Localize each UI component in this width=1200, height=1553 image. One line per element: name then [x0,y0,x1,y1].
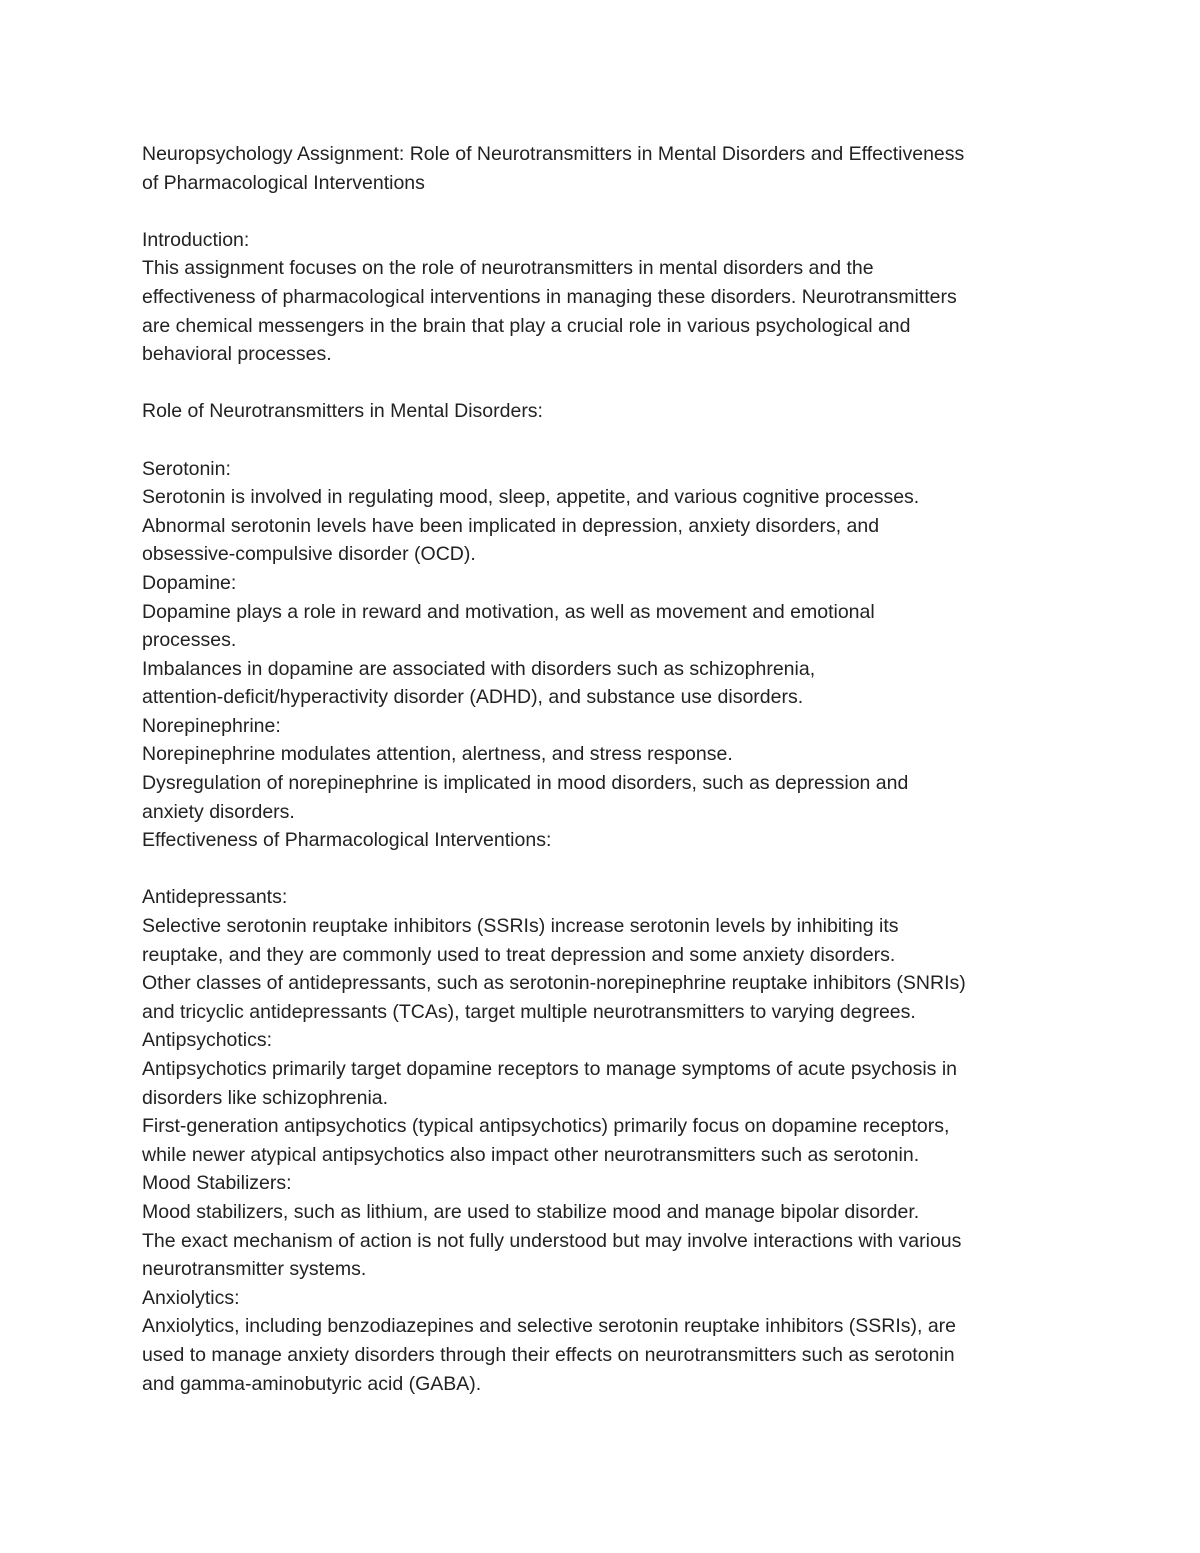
section-introduction [142,226,1062,369]
section-heading: Role of Neurotransmitters in Mental Disorders: [142,400,543,423]
section-heading: Effectiveness of Pharmacological Interventions: [142,829,552,852]
subsection-heading: Serotonin: [142,457,231,480]
paragraph-line: Anxiolytics, including benzodiazepines and selective serotonin reuptake inhibitors (SSRIs), are [142,1315,957,1338]
paragraph-line: Antipsychotics primarily target dopamine receptors to manage symptoms of acute psychosis in [142,1058,958,1080]
paragraph-line: used to manage anxiety disorders through their effects on neurotransmitters such as serotonin [142,1343,955,1366]
title-line: Neuropsychology Assignment: Role of Neurotransmitters in Mental Disorders and Effectiveness [142,143,965,165]
paragraph-line: First-generation antipsychotics (typical antipsychotics) primarily focus on dopamine receptors, [142,1115,950,1138]
section-anxiolytics [142,1284,1062,1398]
subsection-heading: Anxiolytics: [142,1286,240,1309]
paragraph-line: disorders like schizophrenia. [142,1086,389,1109]
paragraph-line: Dopamine plays a role in reward and motivation, as well as movement and emotional [142,600,875,623]
subsection-heading: Antidepressants: [142,886,288,909]
paragraph-line: Selective serotonin reuptake inhibitors (SSRIs) increase serotonin levels by inhibiting its [142,915,899,938]
document-page [142,140,1062,1398]
blank-line [142,197,1062,226]
section-heading: Introduction: [142,228,250,251]
section-serotonin [142,455,1062,569]
title-line: of Pharmacological Interventions [142,171,425,194]
blank-line [142,855,1062,884]
blank-line [142,426,1062,455]
paragraph-line: reuptake, and they are commonly used to treat depression and some anxiety disorders. [142,943,896,966]
paragraph-line: and gamma-aminobutyric acid (GABA). [142,1372,482,1395]
section-norepinephrine [142,712,1062,826]
paragraph-line: effectiveness of pharmacological interventions in managing these disorders. Neurotransmitters [142,285,957,308]
section-dopamine [142,569,1062,712]
paragraph-line: Serotonin is involved in regulating mood, sleep, appetite, and various cognitive processes. [142,486,920,509]
subsection-heading: Antipsychotics: [142,1029,273,1052]
paragraph-line: obsessive-compulsive disorder (OCD). [142,543,476,566]
paragraph-line: Norepinephrine modulates attention, alertness, and stress response. [142,743,733,766]
blank-line [142,369,1062,398]
paragraph-line: processes. [142,629,237,652]
subsection-heading: Mood Stabilizers: [142,1172,292,1195]
paragraph-line: and tricyclic antidepressants (TCAs), target multiple neurotransmitters to varying degrees. [142,1000,916,1023]
paragraph-line: behavioral processes. [142,343,332,366]
paragraph-line: Other classes of antidepressants, such as serotonin-norepinephrine reuptake inhibitors (SNRIs) [142,972,966,995]
section-mood-stabilizers [142,1169,1062,1283]
paragraph-line: Abnormal serotonin levels have been implicated in depression, anxiety disorders, and [142,514,880,537]
paragraph-line: Dysregulation of norepinephrine is implicated in mood disorders, such as depression and [142,772,909,795]
document-title [142,140,1062,197]
subsection-heading: Norepinephrine: [142,714,281,737]
paragraph-line: This assignment focuses on the role of neurotransmitters in mental disorders and the [142,257,874,280]
paragraph-line: while newer atypical antipsychotics also impact other neurotransmitters such as serotonin. [142,1143,920,1166]
paragraph-line: attention-deficit/hyperactivity disorder (ADHD), and substance use disorders. [142,686,804,709]
paragraph-line: Mood stabilizers, such as lithium, are used to stabilize mood and manage bipolar disorder. [142,1200,920,1223]
section-antidepressants [142,883,1062,1026]
section-antipsychotics [142,1026,1062,1169]
paragraph-line: The exact mechanism of action is not fully understood but may involve interactions with various [142,1229,962,1252]
paragraph-line: are chemical messengers in the brain that play a crucial role in various psychological and [142,314,911,337]
paragraph-line: Imbalances in dopamine are associated with disorders such as schizophrenia, [142,657,816,680]
subsection-heading: Dopamine: [142,571,237,594]
paragraph-line: anxiety disorders. [142,800,295,823]
paragraph-line: neurotransmitter systems. [142,1258,367,1281]
